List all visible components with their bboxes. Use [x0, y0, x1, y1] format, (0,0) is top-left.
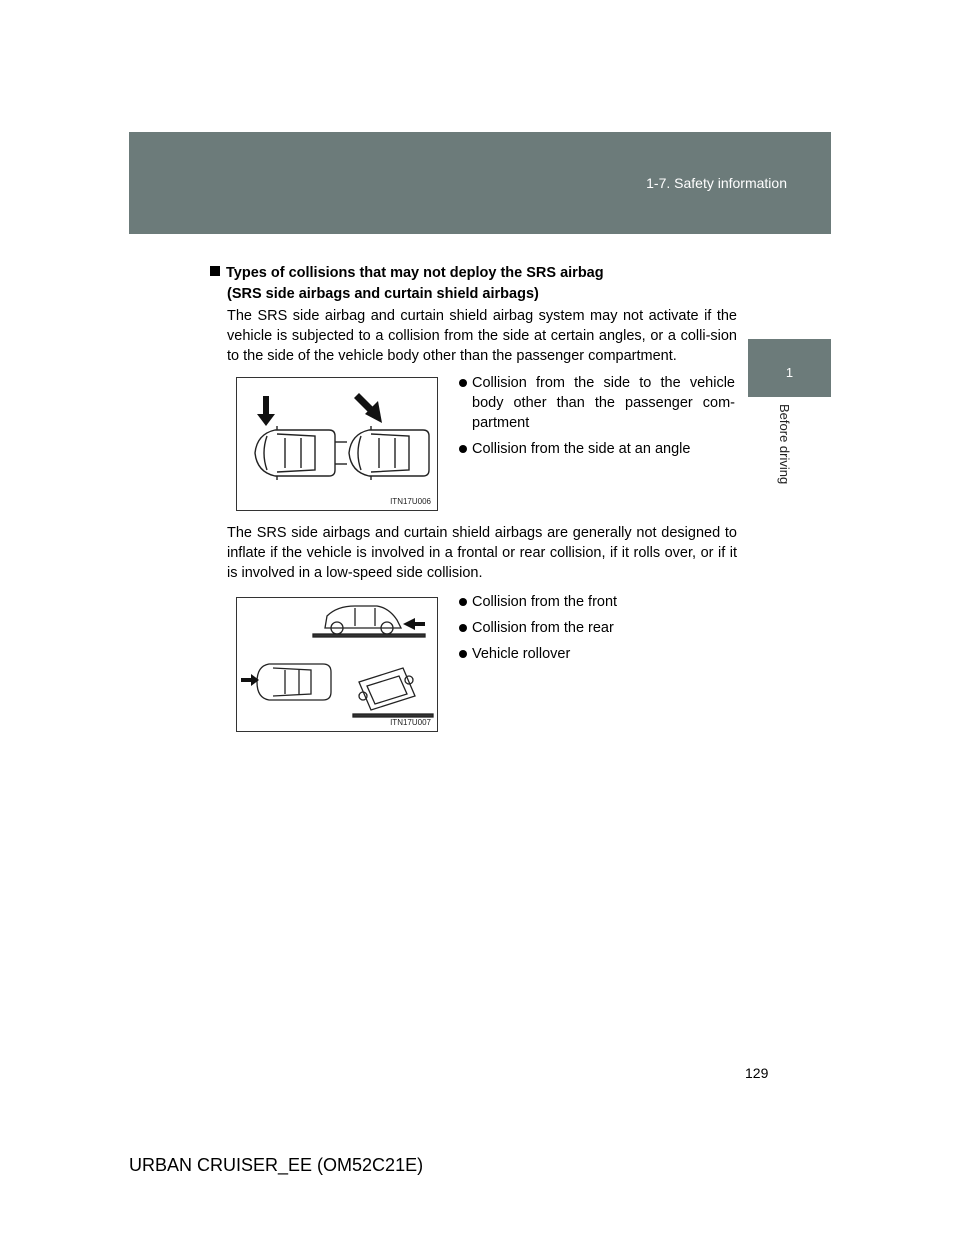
square-bullet-icon: [210, 266, 220, 276]
car-topview-icon: [257, 664, 331, 700]
paragraph-side-airbag: The SRS side airbag and curtain shield airbag system may not activate if the vehicle is subjected to a collision from the side at certain angles, or a colli-sion to the side of the vehicle body other than the passenger compartment.: [227, 308, 737, 364]
car-topview-icon: [349, 426, 429, 480]
arrow-right-icon: [241, 674, 259, 686]
figure-code: ITN17U006: [390, 497, 431, 506]
side-collision-illustration: [237, 378, 437, 510]
car-topview-icon: [255, 426, 347, 480]
arrow-left-icon: [403, 618, 425, 630]
bullet-list-side-collision: [459, 373, 735, 465]
chapter-label-container: [776, 404, 796, 504]
chapter-number: 1: [785, 365, 794, 380]
bullet-item: Collision from the side to the vehicle body other than the passenger com-partment: [459, 373, 735, 433]
car-rollover-icon: [353, 668, 433, 717]
arrow-diagonal-icon: [354, 393, 382, 423]
figure-side-collision: [236, 377, 438, 511]
figure-code: ITN17U007: [390, 718, 431, 727]
bullet-item: Collision from the side at an angle: [459, 439, 735, 459]
section-title-line1: Types of collisions that may not deploy the SRS airbag: [226, 265, 604, 281]
bullet-item: Vehicle rollover: [459, 644, 735, 664]
section-title: [210, 263, 750, 305]
paragraph-not-designed: The SRS side airbags and curtain shield airbags are generally not designed to inflate if the vehicle is involved in a frontal or rear collision, if it rolls over, or if it is involved in a low-speed side collision.: [227, 525, 737, 581]
section-title-line2: (SRS side airbags and curtain shield airbags): [227, 286, 539, 302]
bullet-list-front-rear: [459, 592, 735, 670]
header-band: [129, 132, 831, 234]
bullet-item: Collision from the rear: [459, 618, 735, 638]
figure-front-rear-rollover: [236, 597, 438, 732]
bullet-item: Collision from the front: [459, 592, 735, 612]
arrow-down-icon: [257, 396, 275, 426]
footer-model: URBAN CRUISER_EE (OM52C21E): [129, 1155, 424, 1175]
chapter-label: Before driving: [777, 404, 792, 485]
chapter-tab: [748, 339, 831, 397]
front-rear-rollover-illustration: [237, 598, 437, 731]
section-header: 1-7. Safety information: [646, 175, 787, 191]
page-number: 129: [745, 1065, 769, 1081]
